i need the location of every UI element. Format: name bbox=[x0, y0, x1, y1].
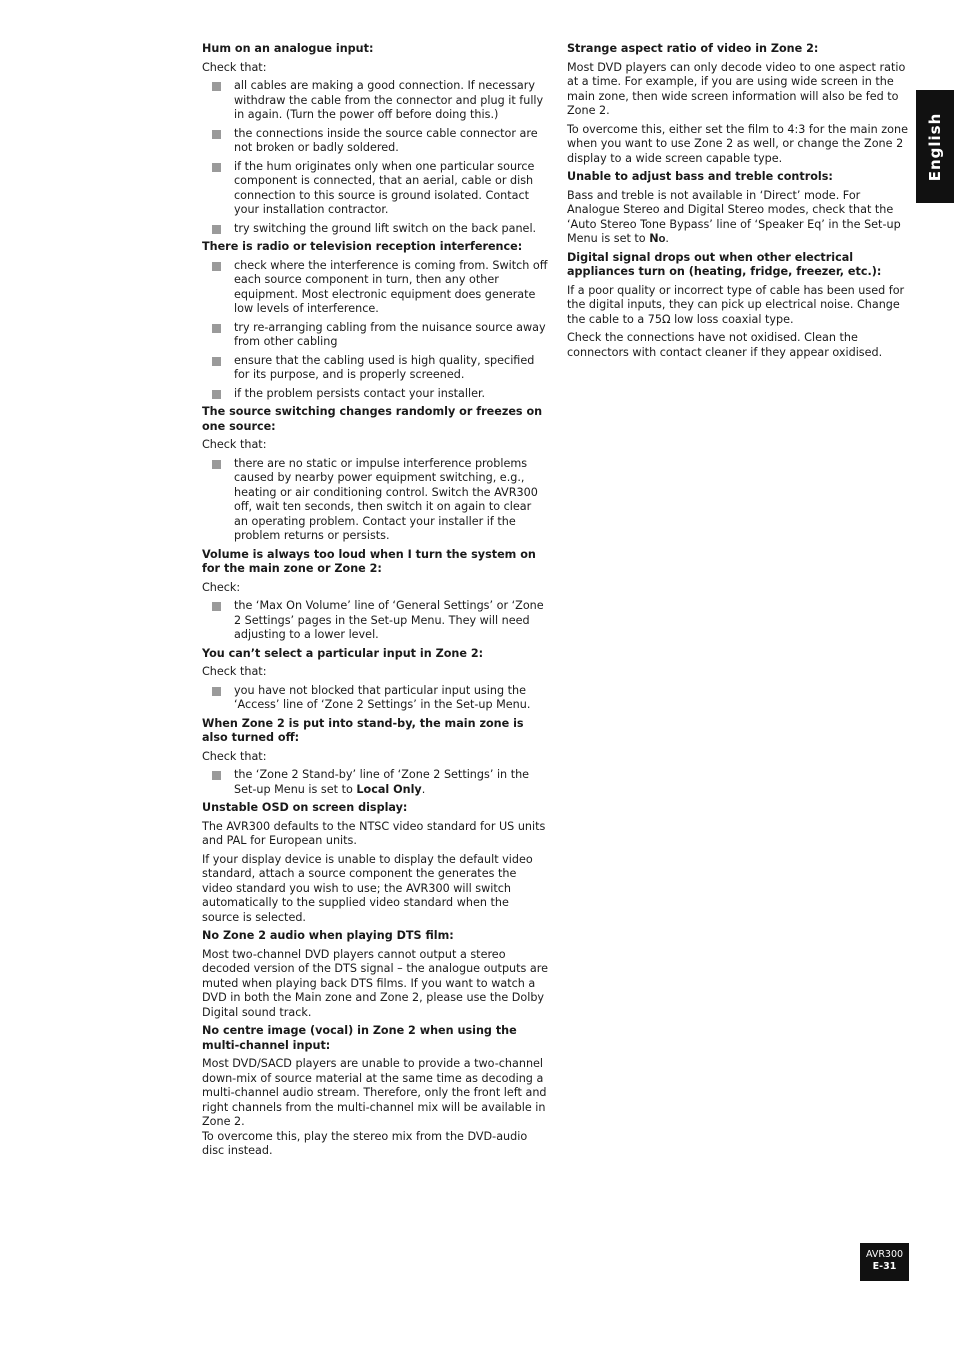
square-bullet-icon bbox=[212, 771, 221, 780]
square-bullet-icon bbox=[212, 82, 221, 91]
interference-list bbox=[202, 259, 548, 402]
square-bullet-icon bbox=[212, 602, 221, 611]
hum-intro: Check that: bbox=[202, 60, 267, 74]
list-item bbox=[202, 457, 548, 544]
square-bullet-icon bbox=[212, 225, 221, 234]
list-item-text: try switching the ground lift switch on the back panel. bbox=[234, 221, 537, 235]
list-item-text: try re-arranging cabling from the nuisance source away from other cabling bbox=[234, 320, 546, 348]
hum-list bbox=[202, 79, 548, 236]
volume-list bbox=[202, 599, 548, 643]
square-bullet-icon bbox=[212, 390, 221, 399]
list-item-text: if the problem persists contact your installer. bbox=[234, 386, 486, 400]
square-bullet-icon bbox=[212, 130, 221, 139]
centre-paragraph: Most DVD/SACD players are unable to provide a two-channel down-mix of source material at the same time as decoding a multi-channel audio stream. Therefore, only the front left and right channels from the multi-channel mix will be available in Zone 2. bbox=[202, 1057, 547, 1128]
square-bullet-icon bbox=[212, 357, 221, 366]
local-only-value: Local Only bbox=[356, 782, 422, 796]
switching-intro: Check that: bbox=[202, 438, 267, 451]
list-item bbox=[202, 79, 548, 123]
list-item-text: you have not blocked that particular input using the ‘Access’ line of ‘Zone 2 Settings’ in the Set-up Menu. bbox=[234, 683, 531, 711]
square-bullet-icon bbox=[212, 324, 221, 333]
list-item-text: all cables are making a good connection. If necessary withdraw the cable from the connector and plug it fully in again. (Turn the power off before doing this.) bbox=[234, 79, 544, 121]
heading-volume: Volume is always too loud when I turn the system on for the main zone or Zone 2: bbox=[202, 547, 536, 575]
standby-list bbox=[202, 768, 548, 797]
list-item-text: there are no static or impulse interference problems caused by nearby power equipment switching, e.g., heating or air conditioning control. Switch the AVR300 off, wait ten seconds, then switch it on again to clear an operating problem. Contact your installer if the problem returns or persists. bbox=[234, 456, 538, 542]
list-item bbox=[202, 684, 548, 713]
bypass-value: No bbox=[649, 232, 666, 245]
list-item-text: the ‘Zone 2 Stand-by’ line of ‘Zone 2 Settings’ in the Set-up Menu is set to bbox=[234, 768, 530, 796]
page-number-box bbox=[860, 1243, 909, 1281]
aspect-paragraph: Most DVD players can only decode video to one aspect ratio at a time. For example, if you are using wide screen in the main zone, then wide screen information will also be fed to Zone 2. bbox=[567, 60, 906, 117]
list-item-end: . bbox=[421, 782, 426, 796]
input-list bbox=[202, 684, 548, 713]
heading-switching: The source switching changes randomly or freezes on one source: bbox=[202, 405, 543, 433]
list-item-text: the ‘Max On Volume’ line of ‘General Settings’ or ‘Zone 2 Settings’ pages in the Set-up Menu. They will need adjusting to a lower level. bbox=[234, 599, 544, 641]
heading-dts: No Zone 2 audio when playing DTS film: bbox=[202, 929, 454, 942]
heading-digital: Digital signal drops out when other electrical appliances turn on (heating, fridge, freezer, etc.): bbox=[567, 250, 882, 278]
switching-list bbox=[202, 457, 548, 544]
list-item bbox=[202, 160, 548, 218]
bass-end: . bbox=[665, 232, 669, 245]
volume-intro: Check: bbox=[202, 580, 241, 594]
osd-paragraph: If your display device is unable to display the default video standard, attach a source component the generates the video standard you wish to use; the AVR300 will switch automatically to the supplied video standard when the source is selected. bbox=[202, 852, 533, 924]
list-item bbox=[202, 321, 548, 350]
list-item bbox=[202, 222, 548, 237]
heading-centre: No centre image (vocal) in Zone 2 when using the multi-channel input: bbox=[202, 1024, 517, 1052]
digital-paragraph: If a poor quality or incorrect type of cable has been used for the digital inputs, they can pick up electrical noise. Change the cable to a 75Ω low loss coaxial type. bbox=[567, 283, 905, 326]
language-tab bbox=[916, 90, 954, 203]
left-column bbox=[202, 42, 548, 1163]
right-column bbox=[567, 42, 909, 364]
list-item-text: check where the interference is coming from. Switch off each source component in turn, then any other equipment. Most electronic equipment does generate low levels of interference. bbox=[234, 258, 548, 315]
list-item-text: if the hum originates only when one particular source component is connected, that an aerial, cable or dish connection to this source is ground isolated. Contact your installation contractor. bbox=[234, 159, 535, 216]
square-bullet-icon bbox=[212, 687, 221, 696]
square-bullet-icon bbox=[212, 460, 221, 469]
heading-aspect: Strange aspect ratio of video in Zone 2: bbox=[567, 42, 819, 55]
input-intro: Check that: bbox=[202, 665, 267, 678]
list-item-text: the connections inside the source cable connector are not broken or badly soldered. bbox=[234, 126, 538, 154]
heading-standby: When Zone 2 is put into stand-by, the main zone is also turned off: bbox=[202, 716, 524, 744]
list-item-text: ensure that the cabling used is high quality, specified for its purpose, and is properly screened. bbox=[234, 353, 535, 381]
heading-interference: There is radio or television reception interference: bbox=[202, 240, 523, 253]
square-bullet-icon bbox=[212, 163, 221, 172]
standby-intro: Check that: bbox=[202, 749, 267, 763]
bass-text: Bass and treble is not available in ‘Direct’ mode. For Analogue Stereo and Digital Stereo modes, check that the ‘Auto Stereo Tone Bypass’ line of ‘Speaker Eq’ in the Set-up Menu is set to bbox=[567, 188, 901, 245]
list-item bbox=[202, 599, 548, 643]
heading-bass: Unable to adjust bass and treble controls: bbox=[567, 170, 833, 183]
heading-osd: Unstable OSD on screen display: bbox=[202, 801, 408, 814]
osd-paragraph: The AVR300 defaults to the NTSC video standard for US units and PAL for European units. bbox=[202, 819, 546, 847]
aspect-paragraph: To overcome this, either set the film to 4:3 for the main zone when you want to use Zone 2 as well, or change the Zone 2 display to a wide screen capable type. bbox=[567, 122, 908, 165]
digital-paragraph: Check the connections have not oxidised. Clean the connectors with contact cleaner if they appear oxidised. bbox=[567, 331, 883, 359]
centre-paragraph: To overcome this, play the stereo mix from the DVD-audio disc instead. bbox=[202, 1129, 528, 1157]
dts-paragraph: Most two-channel DVD players cannot output a stereo decoded version of the DTS signal – the analogue outputs are muted when playing back DTS films. If you want to watch a DVD in both the Main zone and Zone 2, please use the Dolby Digital sound track. bbox=[202, 947, 548, 1019]
bass-paragraph bbox=[567, 189, 909, 247]
list-item bbox=[202, 127, 548, 156]
square-bullet-icon bbox=[212, 262, 221, 271]
language-label: English bbox=[925, 112, 944, 181]
heading-hum: Hum on an analogue input: bbox=[202, 42, 374, 55]
heading-input: You can’t select a particular input in Zone 2: bbox=[202, 646, 484, 660]
list-item bbox=[202, 354, 548, 383]
list-item bbox=[202, 768, 548, 797]
list-item bbox=[202, 387, 548, 402]
model-name: AVR300 bbox=[865, 1249, 904, 1260]
list-item bbox=[202, 259, 548, 317]
page-number: E-31 bbox=[872, 1261, 897, 1272]
